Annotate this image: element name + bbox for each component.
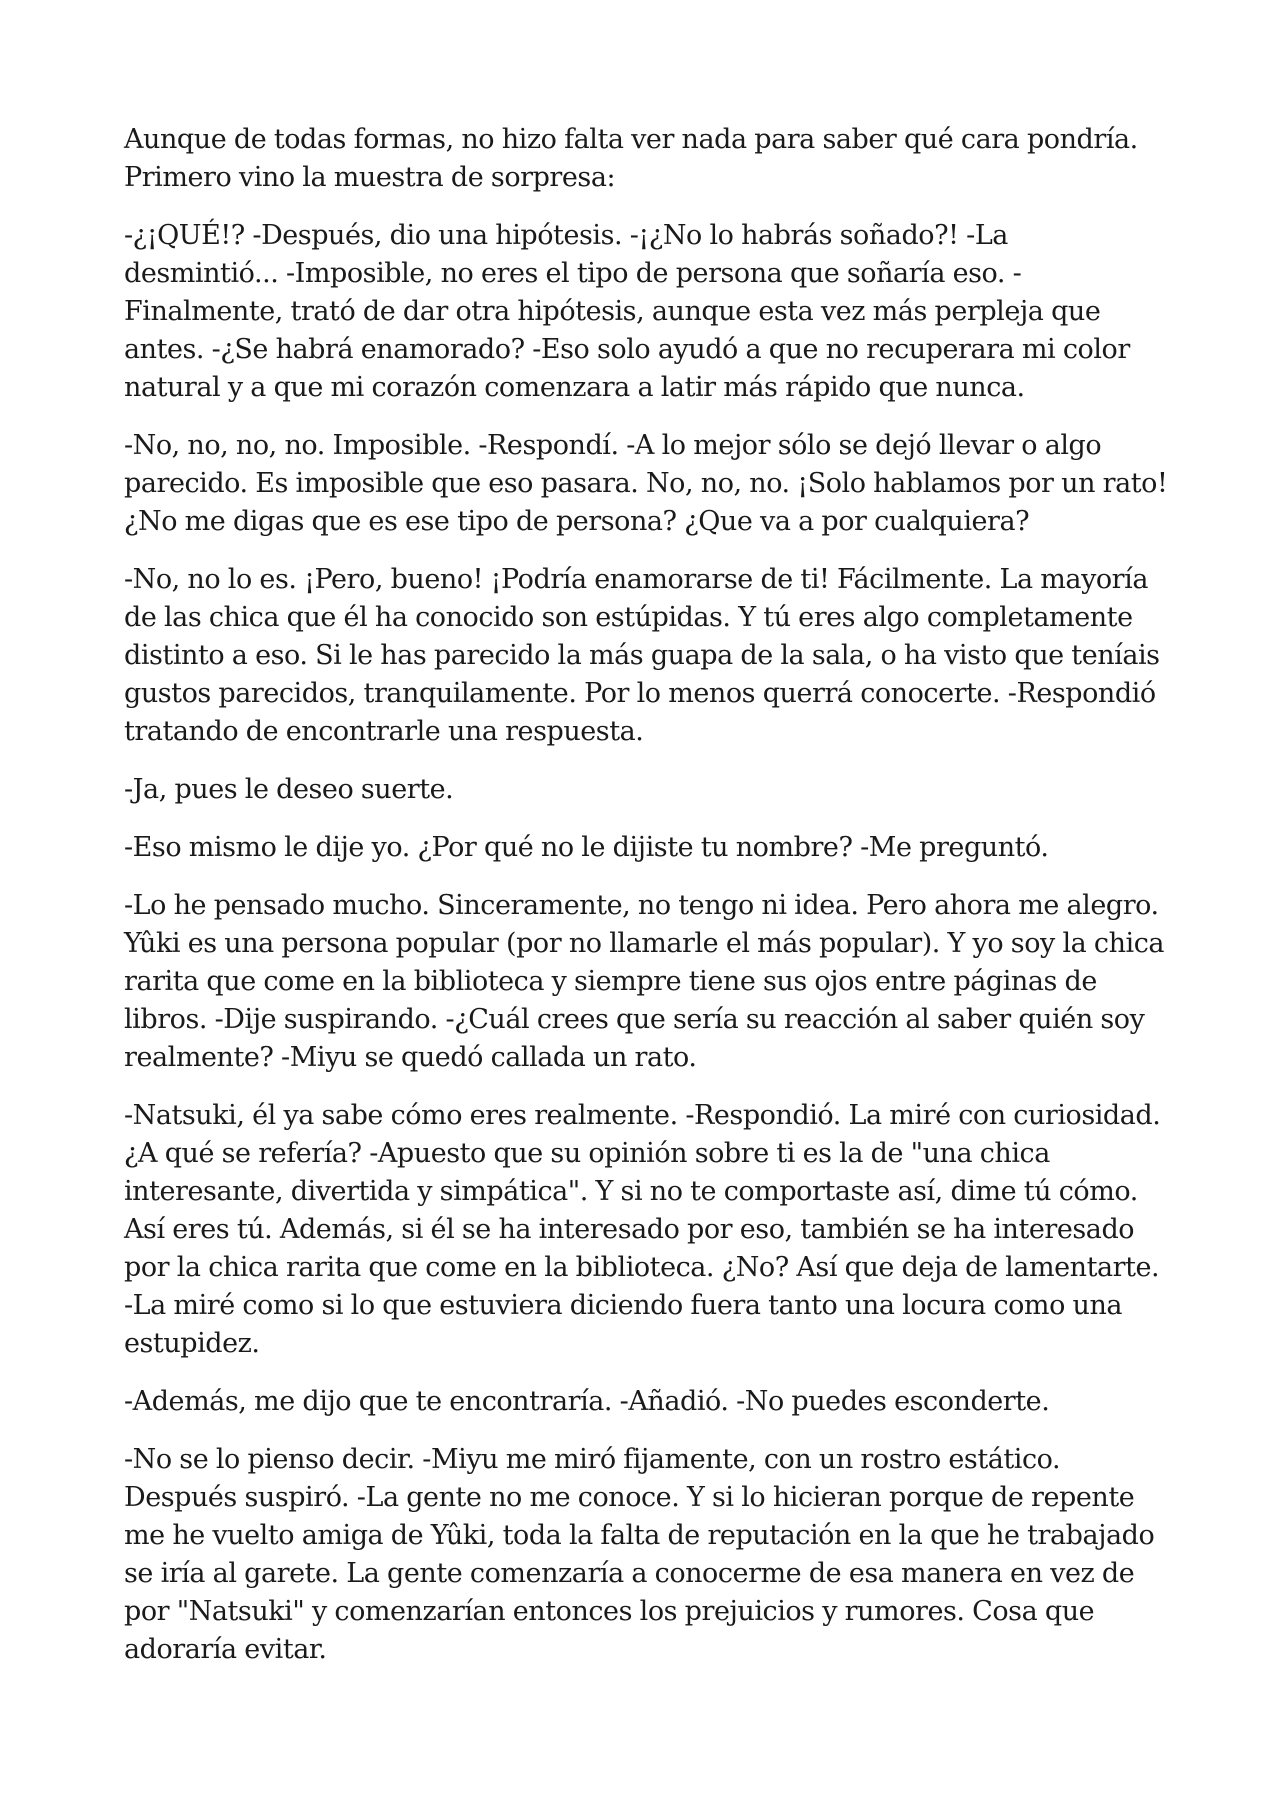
paragraph-3: -No, no, no, no. Imposible. -Respondí. -A lo mejor sólo se dejó llevar o algo parecido. Es imposible que eso pasara. No, no, no. ¡Solo hablamos por un rato! ¿No me digas que es ese tipo de persona? ¿Que va a por cualquiera? — [124, 430, 1168, 537]
body-text — [124, 121, 1168, 1669]
paragraph-9: -Además, me dijo que te encontraría. -Añadió. -No puedes esconderte. — [124, 1386, 1050, 1417]
paragraph-5: -Ja, pues le deseo suerte. — [124, 774, 454, 805]
paragraph-6: -Eso mismo le dije yo. ¿Por qué no le dijiste tu nombre? -Me preguntó. — [124, 832, 1049, 863]
paragraph-1: Aunque de todas formas, no hizo falta ver nada para saber qué cara pondría. Primero vino la muestra de sorpresa: — [124, 124, 1138, 193]
paragraph-7: -Lo he pensado mucho. Sinceramente, no tengo ni idea. Pero ahora me alegro. Yûki es una persona popular (por no llamarle el más popular). Y yo soy la chica rarita que come en la biblioteca y siempre tiene sus ojos entre páginas de libros. -Dije suspirando. -¿Cuál crees que sería su reacción al saber quién soy realmente? -Miyu se quedó callada un rato. — [124, 890, 1165, 1073]
paragraph-10: -No se lo pienso decir. -Miyu me miró fijamente, con un rostro estático. Después suspiró. -La gente no me conoce. Y si lo hicieran porque de repente me he vuelto amiga de Yûki, toda la falta de reputación en la que he trabajado se iría al garete. La gente comenzaría a conocerme de esa manera en vez de por "Natsuki" y comenzarían entonces los prejuicios y rumores. Cosa que adoraría evitar. — [124, 1444, 1155, 1665]
paragraph-4: -No, no lo es. ¡Pero, bueno! ¡Podría enamorarse de ti! Fácilmente. La mayoría de las chica que él ha conocido son estúpidas. Y tú eres algo completamente distinto a eso. Si le has parecido la más guapa de la sala, o ha visto que teníais gustos parecidos, tranquilamente. Por lo menos querrá conocerte. -Respondió tratando de encontrarle una respuesta. — [124, 564, 1160, 747]
paragraph-2: -¿¡QUÉ!? -Después, dio una hipótesis. -¡¿No lo habrás soñado?! -La desmintió... -Imposible, no eres el tipo de persona que soñaría eso. -Finalmente, trató de dar otra hipótesis, aunque esta vez más perpleja que antes. -¿Se habrá enamorado? -Eso solo ayudó a que no recuperara mi color natural y a que mi corazón comenzara a latir más rápido que nunca. — [124, 220, 1130, 403]
paragraph-8: -Natsuki, él ya sabe cómo eres realmente. -Respondió. La miré con curiosidad. ¿A qué se refería? -Apuesto que su opinión sobre ti es la de "una chica interesante, divertida y simpática". Y si no te comportaste así, dime tú cómo. Así eres tú. Además, si él se ha interesado por eso, también se ha interesado por la chica rarita que come en la biblioteca. ¿No? Así que deja de lamentarte. -La miré como si lo que estuviera diciendo fuera tanto una locura como una estupidez. — [124, 1100, 1161, 1359]
